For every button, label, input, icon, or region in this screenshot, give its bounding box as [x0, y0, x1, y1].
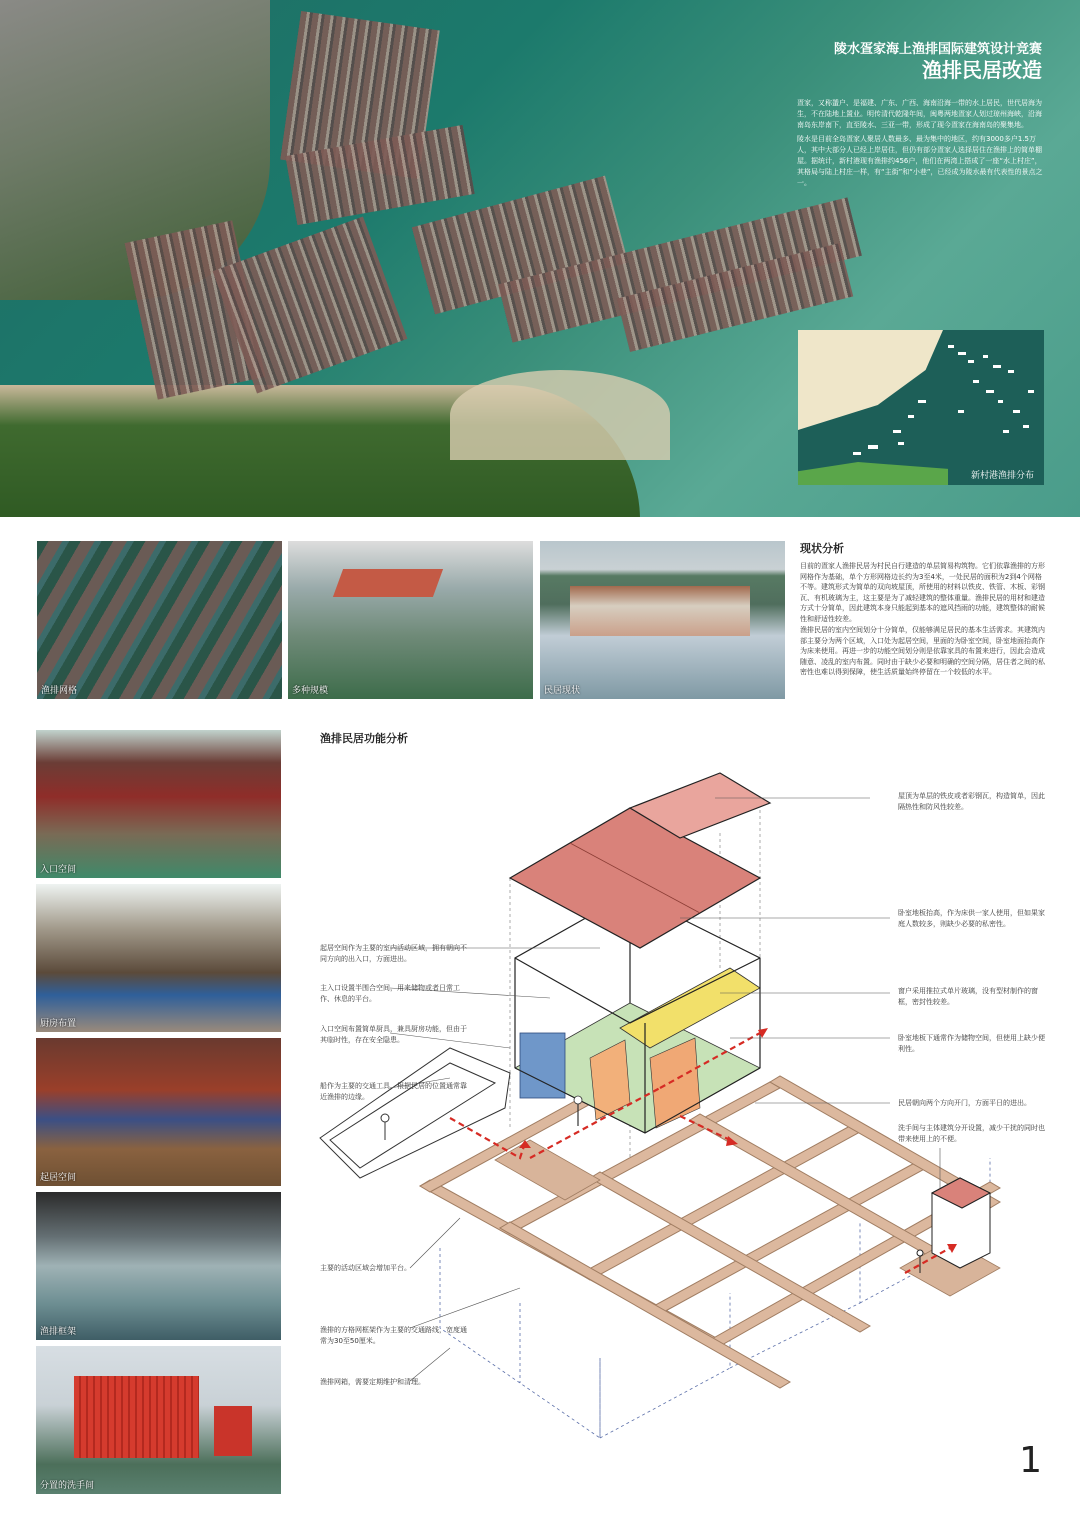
note-frame: 渔排的方格网框架作为主要的交通路线，宽度通常为30至50厘米。 [320, 1326, 467, 1345]
photo-caption: 分置的洗手间 [40, 1481, 95, 1491]
status-text [800, 561, 1045, 679]
status-paragraph: 渔排民居的室内空间划分十分简单，仅能够满足居民的基本生活需求。其建筑内部主要分为两个区域，入口处为起居空间，里面的为卧室空间，卧室地面抬高作为床来使用。再进一步的功能空间划分则是依靠家具的布置来进行，因此会造成随意、凌乱的室内布置。同时由于缺少必要和明确的空间分隔，居住者之间的私密性也难以得到保障，使生活质量始终停留在一个较低的水平。 [800, 626, 1045, 676]
function-heading: 渔排民居功能分析 [320, 732, 408, 745]
intro-text [797, 98, 1045, 192]
photo-roof [333, 569, 443, 597]
note-storage: 卧室地板下通常作为储物空间，但使用上缺少便利性。 [898, 1034, 1045, 1053]
photo-kitchen [36, 884, 281, 1032]
note-entrance: 主入口设置半围合空间，用来储物或者日常工作、休息的平台。 [320, 984, 460, 1003]
photo-raft-frame [36, 1192, 281, 1340]
note-window: 窗户采用推拉式单片玻璃，没有型材制作的窗框，密封性较差。 [898, 987, 1038, 1006]
photo-caption: 厨房布置 [40, 1019, 77, 1029]
photo-caption: 渔排框架 [40, 1327, 77, 1337]
photo-caption: 渔排网格 [41, 686, 78, 696]
location-map [798, 330, 1044, 485]
blue-cabinet [520, 1033, 565, 1098]
photo-entrance-space [36, 730, 281, 878]
photo-red-hut [74, 1376, 199, 1458]
note-cages: 渔排网箱，需要定期维护和清理。 [320, 1378, 425, 1386]
intro-paragraph: 疍家，又称蜑户、是福建、广东、广西、海南沿海一带的水上居民，世代居海为生，不在陆地上置业。明传清代乾隆年间，闽粤两地疍家人划过琼州海峡，沿海南岛东岸南下，直至陵水、三亚一带，形成了现今疍家在海南岛的聚集地。 [797, 99, 1042, 129]
axonometric-diagram [300, 748, 1060, 1478]
photo-caption: 入口空间 [40, 865, 77, 875]
photo-current-house [540, 541, 785, 699]
photo-caption: 多种规模 [292, 686, 329, 696]
photo-raft-grid [37, 541, 282, 699]
photo-red-toilet [214, 1406, 252, 1456]
aerial-beach [450, 370, 670, 460]
map-caption: 新村港渔排分布 [970, 471, 1034, 481]
status-paragraph: 目前的疍家人渔排民居为村民自行建造的单层简易构筑物。它们依靠渔排的方形网格作为基础，单个方形网格边长约为3至4米，一处民居的面积为2到4个网格不等。建筑形式为简单的双向坡屋顶，所使用的材料以铁皮、铁管、木板、彩钢瓦、有机玻璃为主，这主要是为了减轻建筑的整体重量。渔排民居的用材和建造方式十分简单，因此建筑本身只能起到基本的遮风挡雨的功能，建筑整体的耐候性和舒适性较差。 [800, 562, 1045, 623]
photo-caption: 起居空间 [40, 1173, 77, 1183]
note-boat: 船作为主要的交通工具，根据民居的位置通常靠近渔排的边缘。 [320, 1082, 467, 1101]
note-doors: 民居朝向两个方向开门，方面平日的进出。 [898, 1099, 1031, 1107]
note-toilet: 洗手间与主体建筑分开设置，减少干扰的同时也带来使用上的不便。 [898, 1124, 1045, 1143]
photo-caption: 民居现状 [544, 686, 581, 696]
photo-separate-toilet [36, 1346, 281, 1494]
note-roof: 屋顶为单层的铁皮或者彩钢瓦，构造简单，因此隔热性和防风性较差。 [898, 792, 1045, 811]
page-number: 1 [1019, 1440, 1042, 1481]
photo-house [570, 586, 750, 636]
photo-living-space [36, 1038, 281, 1186]
photo-various-scales [288, 541, 533, 699]
note-platform: 主要的活动区域会增加平台。 [320, 1264, 411, 1272]
intro-paragraph: 陵水是目前全岛疍家人聚居人数最多、最为集中的地区，约有3000多户1.5万人，其中大部分人已经上岸居住，但仍有部分疍家人选择居住在渔排上的简单棚屋。据统计，新村港现有渔排约456户，他们在两湾上搭成了一座“水上村庄”，其格局与陆上村庄一样，有“主街”和“小巷”，已经成为陵水最有代表性的景点之一。 [797, 135, 1043, 187]
status-heading: 现状分析 [800, 542, 844, 555]
note-kitchen: 入口空间布置简单厨具，兼具厨房功能，但由于其临时性，存在安全隐患。 [320, 1025, 467, 1044]
map-rafts [798, 330, 1044, 485]
competition-title: 陵水疍家海上渔排国际建筑设计竞赛 [833, 42, 1042, 57]
note-living: 起居空间作为主要的室内活动区域，拥有朝向不同方向的出入口，方面进出。 [320, 944, 467, 963]
page-title: 渔排民居改造 [922, 58, 1042, 82]
roof [510, 773, 770, 948]
hero-aerial-photo [0, 0, 1080, 517]
note-bedroom: 卧室地板抬高，作为床供一家人使用，但如果家庭人数较多，则缺少必要的私密性。 [898, 909, 1045, 928]
